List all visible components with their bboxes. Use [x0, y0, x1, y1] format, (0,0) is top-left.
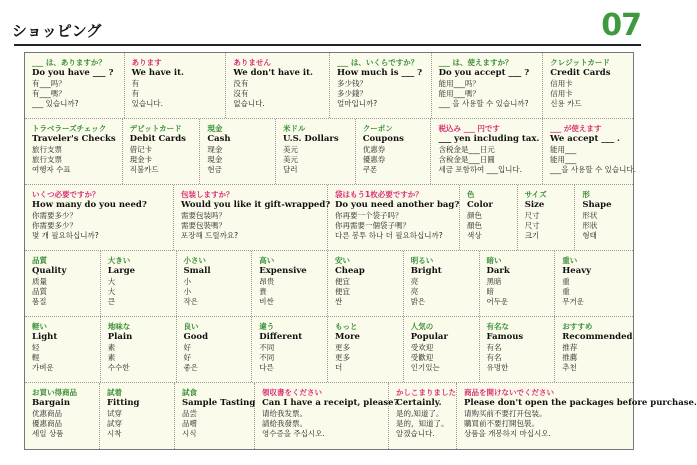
phrase-cell — [330, 53, 432, 118]
phrase-label-ja: ___ は、ありますか？ — [32, 58, 106, 67]
phrase-korean: 시식 — [182, 429, 197, 438]
phrase-korean: ___ 있습니까? — [32, 99, 79, 108]
phrase-simplified-chinese: 请给我发票。 — [262, 409, 307, 418]
phrase-korean: 얼마입니까? — [337, 99, 378, 108]
phrase-cell — [252, 317, 328, 382]
phrase-korean: 인기있는 — [410, 363, 440, 372]
phrase-simplified-chinese: 受欢迎 — [410, 343, 434, 352]
phrase-cell — [100, 383, 175, 449]
phrase-english: We don't have it. — [233, 68, 313, 78]
phrase-cell — [543, 119, 637, 184]
phrase-korean: 좋은 — [183, 363, 198, 372]
phrase-korean: 없습니다. — [233, 99, 265, 108]
phrase-english: Size — [524, 200, 545, 210]
phrase-traditional-chinese: 更多 — [335, 353, 350, 362]
phrase-english: Recommended — [562, 332, 633, 342]
phrase-label-ja: かしこまりました — [396, 388, 456, 397]
phrase-cell — [431, 119, 543, 184]
phrase-english: We have it. — [131, 68, 184, 78]
phrase-english: Coupons — [362, 134, 404, 144]
phrase-cell — [101, 251, 177, 316]
phrase-cell — [575, 185, 633, 250]
phrase-simplified-chinese: 是的,知道了。 — [396, 409, 444, 418]
phrase-english: Shape — [582, 200, 612, 210]
phrase-simplified-chinese: 重 — [562, 277, 570, 286]
phrase-label-ja: 試食 — [182, 388, 197, 397]
phrase-row — [25, 119, 637, 185]
phrase-english: Dark — [486, 266, 510, 276]
phrase-label-ja: 高い — [259, 256, 275, 265]
header-rule — [14, 44, 641, 46]
phrase-row — [25, 251, 633, 317]
phrase-korean: 색상 — [467, 231, 482, 240]
phrase-traditional-chinese: 尺寸 — [524, 221, 540, 230]
phrase-korean: 세일 상품 — [32, 429, 64, 438]
page-title: ショッピング — [12, 22, 102, 40]
phrase-label-ja: 違う — [259, 322, 275, 331]
phrase-english: How many do you need? — [32, 200, 147, 210]
phrase-korean: 형태 — [582, 231, 597, 240]
phrase-english: Quality — [32, 266, 67, 276]
phrase-english: Credit Cards — [550, 68, 611, 78]
phrase-grid — [24, 52, 697, 450]
phrase-english: Small — [183, 266, 211, 276]
phrase-english: Plain — [107, 332, 133, 342]
phrase-english: Heavy — [562, 266, 592, 276]
phrase-traditional-chinese: 優惠券 — [362, 155, 386, 164]
phrase-traditional-chinese: 美元 — [283, 155, 299, 164]
phrase-english: Can I have a receipt, please? — [262, 398, 399, 408]
phrase-label-ja: 袋はもう1枚必要ですか？ — [335, 190, 423, 199]
phrase-english: Color — [467, 200, 493, 210]
phrase-cell — [200, 119, 276, 184]
phrase-simplified-chinese: 有 — [131, 79, 140, 88]
phrase-label-ja: クーポン — [362, 124, 393, 133]
phrase-korean: 있습니다. — [131, 99, 164, 108]
phrase-cell — [404, 317, 480, 382]
phrase-cell — [432, 53, 544, 118]
phrase-english: Do you accept ___ ? — [438, 68, 530, 78]
phrase-korean: 달러 — [283, 165, 298, 174]
phrase-korean: 포장해 드릴까요? — [181, 231, 239, 240]
phrase-label-ja: デビットカード — [129, 124, 182, 133]
phrase-traditional-chinese: 是的，知道了。 — [396, 419, 449, 428]
phrase-korean: 다른 봉투 하나 더 필요하십니까? — [335, 231, 443, 240]
phrase-korean: 세금 포함하여 ___입니다. — [438, 165, 523, 174]
phrase-simplified-chinese: 有___吗？ — [32, 79, 66, 88]
phrase-label-ja: 試着 — [107, 388, 122, 397]
phrase-english: We accept ___ . — [550, 134, 620, 144]
phrase-english: Traveler's Checks — [32, 134, 116, 144]
phrase-traditional-chinese: 小 — [183, 287, 191, 296]
phrase-traditional-chinese: 推薦 — [562, 353, 578, 362]
phrase-traditional-chinese: 現金 — [207, 155, 223, 164]
phrase-label-ja: 暗い — [486, 256, 502, 265]
phrase-simplified-chinese: 昂贵 — [259, 277, 275, 286]
phrase-cell — [226, 53, 330, 118]
phrase-traditional-chinese: 受歡迎 — [410, 353, 434, 362]
phrase-cell — [356, 119, 432, 184]
phrase-label-ja: 商品を開けないでください — [464, 388, 554, 397]
phrase-label-ja: 色 — [467, 190, 475, 199]
phrase-cell — [389, 383, 457, 449]
phrase-simplified-chinese: 多少钱？ — [337, 79, 367, 88]
phrase-cell — [25, 383, 100, 449]
phrase-simplified-chinese: 信用卡 — [550, 79, 573, 88]
phrase-english: Good — [183, 332, 209, 342]
phrase-traditional-chinese: 暗 — [486, 287, 494, 296]
phrase-simplified-chinese: 试穿 — [107, 409, 122, 418]
phrase-label-ja: トラベラーズチェック — [32, 124, 107, 133]
phrase-cell — [328, 251, 404, 316]
phrase-korean: 유명한 — [486, 363, 509, 372]
phrase-cell — [276, 119, 356, 184]
phrase-label-ja: おすすめ — [562, 322, 593, 331]
phrase-traditional-chinese: 優惠商品 — [32, 419, 62, 428]
phrase-korean: 영수증을 주십시오. — [262, 429, 325, 438]
phrase-simplified-chinese: 不同 — [259, 343, 275, 352]
phrase-english: Fitting — [107, 398, 140, 408]
phrase-label-ja: ___ が使えます — [550, 124, 602, 133]
phrase-label-ja: 安い — [335, 256, 350, 265]
phrase-traditional-chinese: 亮 — [410, 287, 419, 296]
phrase-traditional-chinese: 便宜 — [335, 287, 350, 296]
phrase-english: Do you have ___ ? — [32, 68, 114, 78]
phrase-simplified-chinese: 品尝 — [182, 409, 197, 418]
phrase-label-ja: 有名な — [486, 322, 509, 331]
phrase-cell — [328, 185, 460, 250]
phrase-traditional-chinese: 你再需要一個袋子嗎？ — [335, 221, 411, 230]
phrase-cell — [125, 53, 227, 118]
phrase-simplified-chinese: 含税金是___日元 — [438, 145, 495, 154]
phrase-label-ja: 地味な — [107, 322, 131, 331]
phrase-label-ja: サイズ — [524, 190, 547, 199]
phrase-label-ja: お買い得商品 — [32, 388, 77, 397]
phrase-korean: 무거운 — [562, 297, 584, 306]
phrase-english: Large — [107, 266, 136, 276]
phrase-label-ja: クレジットカード — [550, 58, 610, 67]
phrase-simplified-chinese: 颜色 — [467, 211, 483, 220]
phrase-traditional-chinese: 現金卡 — [129, 155, 153, 164]
phrase-korean: 작은 — [183, 297, 198, 306]
phrase-simplified-chinese: 需要包装吗？ — [181, 211, 227, 220]
phrase-korean: 신용 카드 — [550, 99, 582, 108]
phrase-simplified-chinese: 素 — [107, 343, 116, 352]
phrase-cell — [174, 185, 331, 250]
phrase-korean: 수수한 — [107, 363, 130, 372]
phrase-label-ja: ありません — [233, 58, 271, 67]
phrase-simplified-chinese: 美元 — [283, 145, 299, 154]
phrase-label-ja: 重い — [562, 256, 578, 265]
phrase-traditional-chinese: 沒有 — [233, 89, 249, 98]
phrase-label-ja: 明るい — [410, 256, 434, 265]
phrase-simplified-chinese: 大 — [107, 277, 116, 286]
phrase-label-ja: 領収書をください — [262, 388, 322, 397]
phrase-korean: 어두운 — [486, 297, 509, 306]
phrase-cell — [101, 317, 177, 382]
phrase-label-ja: ___ は、いくらですか？ — [337, 58, 419, 67]
phrase-cell — [457, 383, 697, 449]
phrase-english: Would you like it gift-wrapped? — [181, 200, 331, 210]
phrase-simplified-chinese: 现金 — [207, 145, 223, 154]
phrase-label-ja: 品質 — [32, 256, 47, 265]
phrase-simplified-chinese: 好 — [183, 343, 191, 352]
phrase-english: U.S. Dollars — [283, 134, 339, 144]
phrase-traditional-chinese: 能用___ — [550, 155, 577, 164]
phrase-simplified-chinese: 你需要多少？ — [32, 211, 77, 220]
phrase-english: Light — [32, 332, 58, 342]
phrase-traditional-chinese: 有名 — [486, 353, 502, 362]
phrase-label-ja: 軽い — [32, 322, 47, 331]
phrase-cell — [480, 317, 556, 382]
phrase-traditional-chinese: 信用卡 — [550, 89, 573, 98]
phrase-traditional-chinese: 貴 — [259, 287, 267, 296]
phrase-simplified-chinese: 优惠券 — [362, 145, 386, 154]
phrase-cell — [555, 317, 633, 382]
phrase-cell — [255, 383, 399, 449]
phrase-english: Cheap — [335, 266, 365, 276]
phrase-cell — [177, 251, 253, 316]
phrase-simplified-chinese: 能用___吗？ — [438, 79, 480, 88]
phrase-korean: ___ 을 사용할 수 있습니까? — [438, 99, 529, 108]
phrase-english: Cash — [207, 134, 231, 144]
phrase-traditional-chinese: 輕 — [32, 353, 40, 362]
phrase-korean: 더 — [335, 363, 343, 372]
phrase-english: More — [335, 332, 360, 342]
phrase-cell — [177, 317, 253, 382]
phrase-simplified-chinese: 有名 — [486, 343, 502, 352]
phrase-english: Bargain — [32, 398, 71, 408]
phrase-traditional-chinese: 品質 — [32, 287, 47, 296]
phrase-label-ja: 人気の — [410, 322, 434, 331]
phrase-simplified-chinese: 你再要一个袋子吗？ — [335, 211, 403, 220]
phrase-cell — [328, 317, 404, 382]
phrase-korean: 알겠습니다. — [396, 429, 435, 438]
phrase-simplified-chinese: 小 — [183, 277, 191, 286]
phrase-label-ja: ___ は、使えますか？ — [438, 58, 513, 67]
phrase-traditional-chinese: 大 — [107, 287, 116, 296]
phrase-english: Expensive — [259, 266, 307, 276]
phrase-korean: 크기 — [524, 231, 540, 240]
phrase-cell — [518, 185, 576, 250]
phrase-traditional-chinese: 素 — [107, 353, 116, 362]
phrase-row — [25, 383, 697, 449]
phrase-simplified-chinese: 轻 — [32, 343, 40, 352]
phrase-korean: 직불카드 — [129, 165, 159, 174]
phrase-korean: 여행자 수표 — [32, 165, 71, 174]
phrase-traditional-chinese: 你需要多少？ — [32, 221, 77, 230]
phrase-korean: 추천 — [562, 363, 577, 372]
phrase-cell — [404, 251, 480, 316]
phrase-english: Do you need another bag? — [335, 200, 460, 210]
phrase-english: Please don't open the packages before purchase. — [464, 398, 697, 408]
phrase-traditional-chinese: 請給我發票。 — [262, 419, 307, 428]
phrase-label-ja: 形 — [582, 190, 590, 199]
phrase-korean: 쿠폰 — [362, 165, 378, 174]
phrase-traditional-chinese: 品嚐 — [182, 419, 197, 428]
phrase-label-ja: もっと — [335, 322, 358, 331]
phrase-label-ja: 包装しますか？ — [181, 190, 234, 199]
phrase-korean: 상품을 개봉하지 마십시오. — [464, 429, 551, 438]
phrase-label-ja: 大きい — [107, 256, 131, 265]
phrase-cell — [123, 119, 201, 184]
phrase-english: Sample Tasting — [182, 398, 256, 408]
phrase-cell — [480, 251, 556, 316]
phrase-simplified-chinese: 黑暗 — [486, 277, 502, 286]
phrase-traditional-chinese: 好 — [183, 353, 191, 362]
phrase-english: How much is ___ ? — [337, 68, 423, 78]
phrase-label-ja: 小さい — [183, 256, 206, 265]
phrase-english: Different — [259, 332, 303, 342]
phrase-simplified-chinese: 尺寸 — [524, 211, 540, 220]
phrase-simplified-chinese: 旅行支票 — [32, 145, 62, 154]
phrase-korean: 비싼 — [259, 297, 274, 306]
phrase-korean: 싼 — [335, 297, 343, 306]
phrase-row — [25, 185, 633, 251]
phrase-label-ja: 良い — [183, 322, 199, 331]
phrase-cell — [543, 53, 633, 118]
phrase-english: Debit Cards — [129, 134, 186, 144]
phrase-traditional-chinese: 需要包裝嗎？ — [181, 221, 227, 230]
phrase-korean: ___을 사용할 수 있습니다. — [550, 165, 637, 174]
phrase-korean: 큰 — [107, 297, 115, 306]
phrase-english: ___ yen including tax. — [438, 134, 540, 144]
phrase-cell — [460, 185, 518, 250]
phrase-simplified-chinese: 亮 — [410, 277, 419, 286]
phrase-english: Bright — [410, 266, 442, 276]
phrase-simplified-chinese: 没有 — [233, 79, 249, 88]
phrase-english: Certainly. — [396, 398, 442, 408]
phrase-simplified-chinese: 优惠商品 — [32, 409, 62, 418]
phrase-cell — [175, 383, 255, 449]
phrase-cell — [252, 251, 328, 316]
phrase-korean: 몇 개 필요하십니까? — [32, 231, 99, 240]
phrase-traditional-chinese: 試穿 — [107, 419, 122, 428]
phrase-korean: 시착 — [107, 429, 122, 438]
phrase-cell — [25, 53, 125, 118]
phrase-row — [25, 53, 633, 119]
phrase-traditional-chinese: 不同 — [259, 353, 275, 362]
phrase-label-ja: 現金 — [207, 124, 223, 133]
page-number: 07 — [601, 8, 641, 43]
phrase-label-ja: 税込み ___ 円です — [438, 124, 500, 133]
phrase-traditional-chinese: 顏色 — [467, 221, 483, 230]
phrase-traditional-chinese: 有___嗎？ — [32, 89, 66, 98]
phrase-korean: 다른 — [259, 363, 274, 372]
phrase-traditional-chinese: 含稅金是___日圓 — [438, 155, 495, 164]
phrase-cell — [555, 251, 633, 316]
phrase-traditional-chinese: 旅行支票 — [32, 155, 62, 164]
phrase-simplified-chinese: 质量 — [32, 277, 47, 286]
phrase-traditional-chinese: 重 — [562, 287, 570, 296]
phrase-row — [25, 317, 633, 383]
phrase-korean: 현금 — [207, 165, 222, 174]
phrase-traditional-chinese: 購買前不要打開包裝。 — [464, 419, 539, 428]
phrase-label-ja: 米ドル — [283, 124, 306, 133]
phrase-simplified-chinese: 形状 — [582, 211, 598, 220]
phrase-traditional-chinese: 形狀 — [582, 221, 598, 230]
phrase-korean: 품질 — [32, 297, 47, 306]
phrase-traditional-chinese: 能用___嗎？ — [438, 89, 480, 98]
phrase-simplified-chinese: 借记卡 — [129, 145, 153, 154]
phrase-simplified-chinese: 推荐 — [562, 343, 578, 352]
phrase-label-ja: いくつ必要ですか？ — [32, 190, 100, 199]
phrase-simplified-chinese: 更多 — [335, 343, 350, 352]
phrase-simplified-chinese: 便宜 — [335, 277, 350, 286]
phrase-english: Popular — [410, 332, 448, 342]
phrase-korean: 밝은 — [410, 297, 426, 306]
phrase-traditional-chinese: 有 — [131, 89, 140, 98]
phrase-simplified-chinese: 请购买前不要打开包装。 — [464, 409, 547, 418]
phrase-korean: 가벼운 — [32, 363, 54, 372]
phrase-cell — [25, 119, 123, 184]
phrase-traditional-chinese: 多少錢？ — [337, 89, 367, 98]
phrase-english: Famous — [486, 332, 524, 342]
phrase-label-ja: あります — [131, 58, 162, 67]
phrase-simplified-chinese: 能用___ — [550, 145, 577, 154]
phrase-cell — [25, 185, 174, 250]
phrase-cell — [25, 251, 101, 316]
phrase-cell — [25, 317, 101, 382]
